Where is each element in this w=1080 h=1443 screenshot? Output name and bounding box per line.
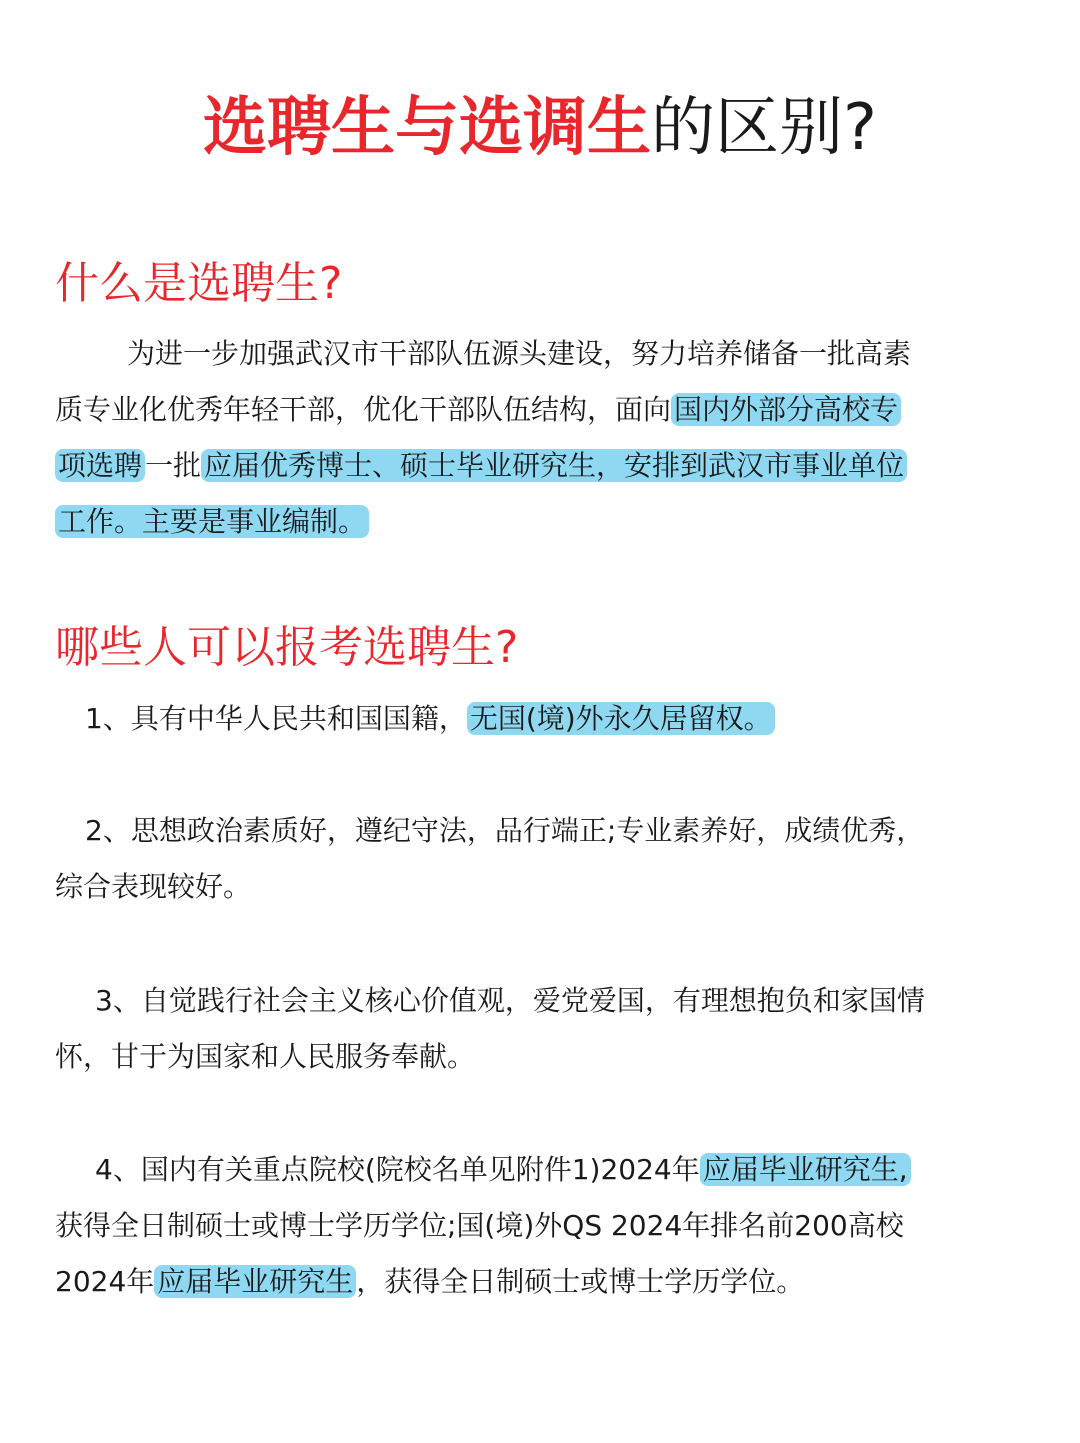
text-run: ，获得全日制硕士或博士学历学位。	[356, 1265, 805, 1298]
text-run: 一批	[145, 449, 202, 482]
item4-line-2: 获得全日制硕士或博士学历学位;国(境)外QS 2024年排名前200高校	[55, 1209, 904, 1242]
item2-line-2: 综合表现较好。	[55, 870, 252, 903]
requirement-item-4	[55, 1142, 1015, 1310]
highlighted-text: 项选聘	[55, 449, 145, 482]
highlighted-text: 应届毕业研究生	[154, 1265, 356, 1298]
item3-line-1: 3、自觉践行社会主义核心价值观，爱党爱国，有理想抱负和家国情	[95, 984, 925, 1017]
item4-line-3	[55, 1254, 1015, 1310]
section1-line-3	[55, 438, 1015, 494]
title-highlight: 选聘生与选调生	[203, 91, 652, 165]
text-run: 4、国内有关重点院校(院校名单见附件1)2024年	[95, 1153, 700, 1186]
requirement-item-3	[55, 973, 1015, 1085]
text-run: 质专业化优秀年轻干部，优化干部队伍结构，面向	[55, 393, 672, 426]
text-run: 为进一步加强武汉市干部队伍源头建设，努力培养储备一批高素	[127, 337, 912, 370]
section2-heading: 哪些人可以报考选聘生?	[55, 622, 519, 673]
section1-heading: 什么是选聘生?	[55, 258, 343, 309]
item3-line-2: 怀，甘于为国家和人民服务奉献。	[55, 1040, 476, 1073]
highlighted-text: 应届毕业研究生,	[700, 1153, 911, 1186]
item1-line	[55, 691, 1015, 747]
text-run: 1、具有中华人民共和国国籍，	[85, 702, 467, 735]
text-run: 2024年	[55, 1265, 155, 1298]
item2-line-1: 2、思想政治素质好，遵纪守法，品行端正;专业素养好，成绩优秀，	[85, 814, 925, 847]
highlighted-text: 工作。主要是事业编制。	[55, 505, 369, 538]
requirement-item-1	[55, 691, 1015, 747]
section1-line-1	[55, 326, 1015, 382]
section1-paragraph	[55, 326, 1015, 550]
title-rest: 的区别?	[651, 91, 877, 165]
highlighted-text: 无国(境)外永久居留权。	[467, 702, 775, 735]
section1-line-2	[55, 382, 1015, 438]
page-title	[0, 88, 1080, 168]
requirement-item-2	[55, 803, 1015, 915]
highlighted-text: 应届优秀博士、硕士毕业研究生，安排到武汉市事业单位	[201, 449, 907, 482]
section1-line-4	[55, 494, 1015, 550]
item4-line-1	[55, 1142, 1015, 1198]
highlighted-text: 国内外部分高校专	[671, 393, 901, 426]
